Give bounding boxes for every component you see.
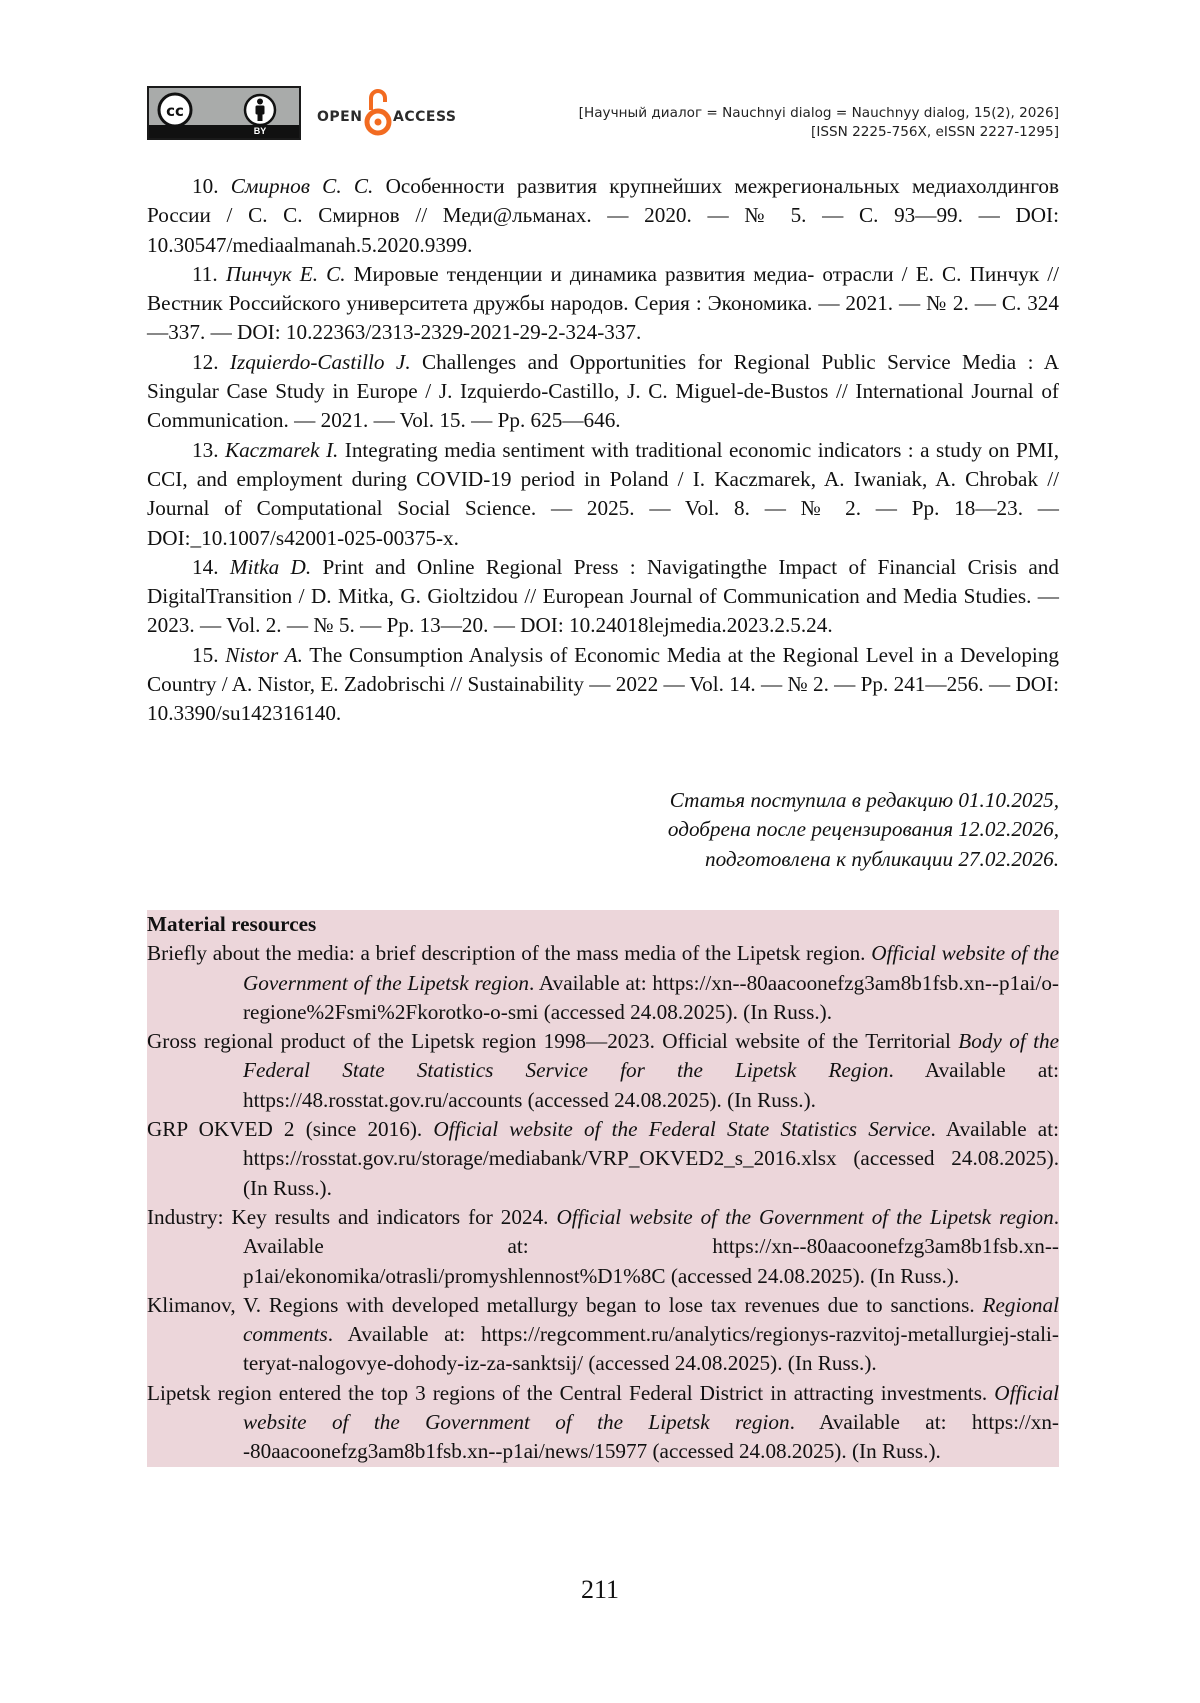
reference-author: Kaczmarek I.: [224, 437, 339, 462]
reference-author: Mitka D.: [229, 554, 312, 579]
journal-issn: [ISSN 2225-756X, eISSN 2227-1295]: [811, 124, 1059, 140]
approved-date: одобрена после рецензирования 12.02.2026,: [667, 817, 1059, 842]
resource-entry: Klimanov, V. Regions with developed metallurgy began to lose tax revenues due to sanctions. Regional comments. Available at: https://regcomment.ru/analytics/regionys-razvitoj-metallurgiej-stali-teryat-nalogovye-dohody-iz-za-sanktsij/ (accessed 24.08.2025). (In Russ.).: [147, 1292, 1059, 1376]
reference-author: Nistor A.: [225, 642, 303, 667]
resource-entry: Lipetsk region entered the top 3 regions of the Central Federal District in attracting investments. Official website of the Government of the Lipetsk region. Available at: https://xn--80aacoonefzg3am8b1fsb.xn--p1ai/news/15977 (accessed 24.08.2025). (In Russ.).: [147, 1380, 1059, 1464]
resource-entry: Gross regional product of the Lipetsk region 1998—2023. Official website of the Territorial Body of the Federal State Statistics Service for the Lipetsk Region. Available at: https://48.rosstat.gov.ru/accounts (accessed 24.08.2025). (In Russ.).: [147, 1029, 1060, 1112]
reference-list: [147, 172, 1059, 729]
journal-info: [579, 104, 1059, 142]
resource-entry: Briefly about the media: a brief description of the mass media of the Lipetsk region. Official website of the Government of the Lipetsk region. Available at: https://xn--80aacoonefzg3am8b1fsb.xn--p1ai/o-regione%2Fsmi%2Fkorotko-o-smi (accessed 24.08.2025). (In Russ.).: [147, 941, 1060, 1024]
reference-text: The Consumption Analysis of Economic Media at the Regional Level in a Developing Country / A. Nistor, E. Zadobrischi // Sustainability — 2022 — Vol. 14. — № 2. — Pp. 241—256. — DOI: 10.3390/su142316140.: [147, 642, 1059, 726]
reference-item: 14. Mitka D. Print and Online Regional Press : Navigatingthe Impact of Financial Crisis and DigitalTransition / D. Mitka, G. Gioltzidou // European Journal of Communication and Media Studies. — 2023. — Vol. 2. — № 5. — Pp. 13—20. — DOI: 10.24018lejmedia.2023.2.5.24.: [147, 554, 1059, 638]
reference-text: Мировые тенденции и динамика развития медиа- отрасли / Е. С. Пинчук // Вестник Российского университета дружбы народов. Серия : Экономика. — 2021. — № 2. — С. 324—337. — DOI: 10.22363/2313-2329-2021-29-2-324-337.: [147, 261, 1060, 345]
reference-text: Challenges and Opportunities for Regional Public Service Media : A Singular Case Study in Europe / J. Izquierdo-Castillo, J. C. Miguel-de-Bustos // International Journal of Communication. — 2021. — Vol. 15. — Pp. 625—646.: [147, 349, 1060, 433]
page-number: 211: [580, 1575, 620, 1604]
person-attribution-icon: [242, 92, 278, 128]
access-word: ACCESS: [393, 109, 457, 125]
cc-by-label: BY: [253, 126, 267, 136]
article-dates: [668, 786, 1059, 874]
reference-author: Смирнов С. С.: [230, 174, 374, 198]
resource-entry: Industry: Key results and indicators for 2024. Official website of the Government of the Lipetsk region. Available at: https://xn--80aacoonefzg3am8b1fsb.xn--p1ai/ekonomika/otrasli/promyshlennost%D1%8C (accessed 24.08.2025). (In Russ.).: [147, 1204, 1059, 1288]
journal-citation: [Научный диалог = Nauchnyi dialog = Nauchnyy dialog, 15(2), 2026]: [578, 105, 1059, 121]
cc-icon: [155, 92, 195, 128]
reference-text: Print and Online Regional Press : Navigatingthe Impact of Financial Crisis and DigitalTransition / D. Mitka, G. Gioltzidou // European Journal of Communication and Media Studies. — 2023. — Vol. 2. — № 5. — Pp. 13—20. — DOI: 10.24018lejmedia.2023.2.5.24.: [147, 554, 1059, 638]
open-access-logo: [317, 86, 477, 140]
page-header: [147, 86, 1059, 144]
cc-by-license-badge[interactable]: [147, 86, 301, 140]
open-word: OPEN: [317, 109, 363, 125]
material-resources-title: Material resources: [147, 912, 317, 936]
reference-author: Izquierdo-Castillo J.: [229, 349, 411, 374]
reference-author: Пинчук Е. С.: [225, 261, 346, 286]
publication-date: подготовлена к публикации 27.02.2026.: [704, 846, 1059, 871]
reference-item: 10. Смирнов С. С. Особенности развития крупнейших межрегиональных медиахолдингов России / С. С. Смирнов // Меди@льманах. — 2020. — № 5. — С. 93—99. — DOI: 10.30547/mediaalmanah.5.2020.9399.: [147, 174, 1059, 257]
reference-item: 15. Nistor A. The Consumption Analysis of Economic Media at the Regional Level in a Developing Country / A. Nistor, E. Zadobrischi // Sustainability — 2022 — Vol. 14. — № 2. — Pp. 241—256. — DOI: 10.3390/su142316140.: [147, 642, 1059, 726]
reference-item: 12. Izquierdo-Castillo J. Challenges and Opportunities for Regional Public Service Media : A Singular Case Study in Europe / J. Izquierdo-Castillo, J. C. Miguel-de-Bustos // International Journal of Communication. — 2021. — Vol. 15. — Pp. 625—646.: [147, 349, 1060, 433]
reference-item: 11. Пинчук Е. С. Мировые тенденции и динамика развития медиа- отрасли / Е. С. Пинчук // Вестник Российского университета дружбы народов. Серия : Экономика. — 2021. — № 2. — С. 324—337. — DOI: 10.22363/2313-2329-2021-29-2-324-337.: [147, 261, 1060, 345]
svg-text:cc: cc: [166, 102, 184, 120]
reference-item: 13. Kaczmarek I. Integrating media sentiment with traditional economic indicators : a study on PMI, CCI, and employment during COVID-19 period in Poland / I. Kaczmarek, A. Iwaniak, A. Chrobak // Journal of Computational Social Science. — 2025. — Vol. 8. — № 2. — Pp. 18—23. — DOI:_10.1007/s42001-025-00375-x.: [147, 437, 1059, 550]
reference-text: Особенности развития крупнейших межрегиональных медиахолдингов России / С. С. Смирнов // Меди@льманах. — 2020. — № 5. — С. 93—99. — DOI: 10.30547/mediaalmanah.5.2020.9399.: [147, 174, 1059, 257]
material-resources: [147, 910, 1059, 1467]
open-access-lock-icon: [364, 86, 392, 140]
resource-entry: GRP OKVED 2 (since 2016). Official website of the Federal State Statistics Service. Available at: https://rosstat.gov.ru/storage/mediabank/VRP_OKVED2_s_2016.xlsx (accessed 24.08.2025). (In Russ.).: [147, 1117, 1059, 1200]
reference-text: Integrating media sentiment with traditional economic indicators : a study on PMI, CCI, and employment during COVID-19 period in Poland / I. Kaczmarek, A. Iwaniak, A. Chrobak // Journal of Computational Social Science. — 2025. — Vol. 8. — № 2. — Pp. 18—23. — DOI:_10.1007/s42001-025-00375-x.: [147, 437, 1059, 550]
received-date: Статья поступила в редакцию 01.10.2025,: [669, 788, 1059, 812]
